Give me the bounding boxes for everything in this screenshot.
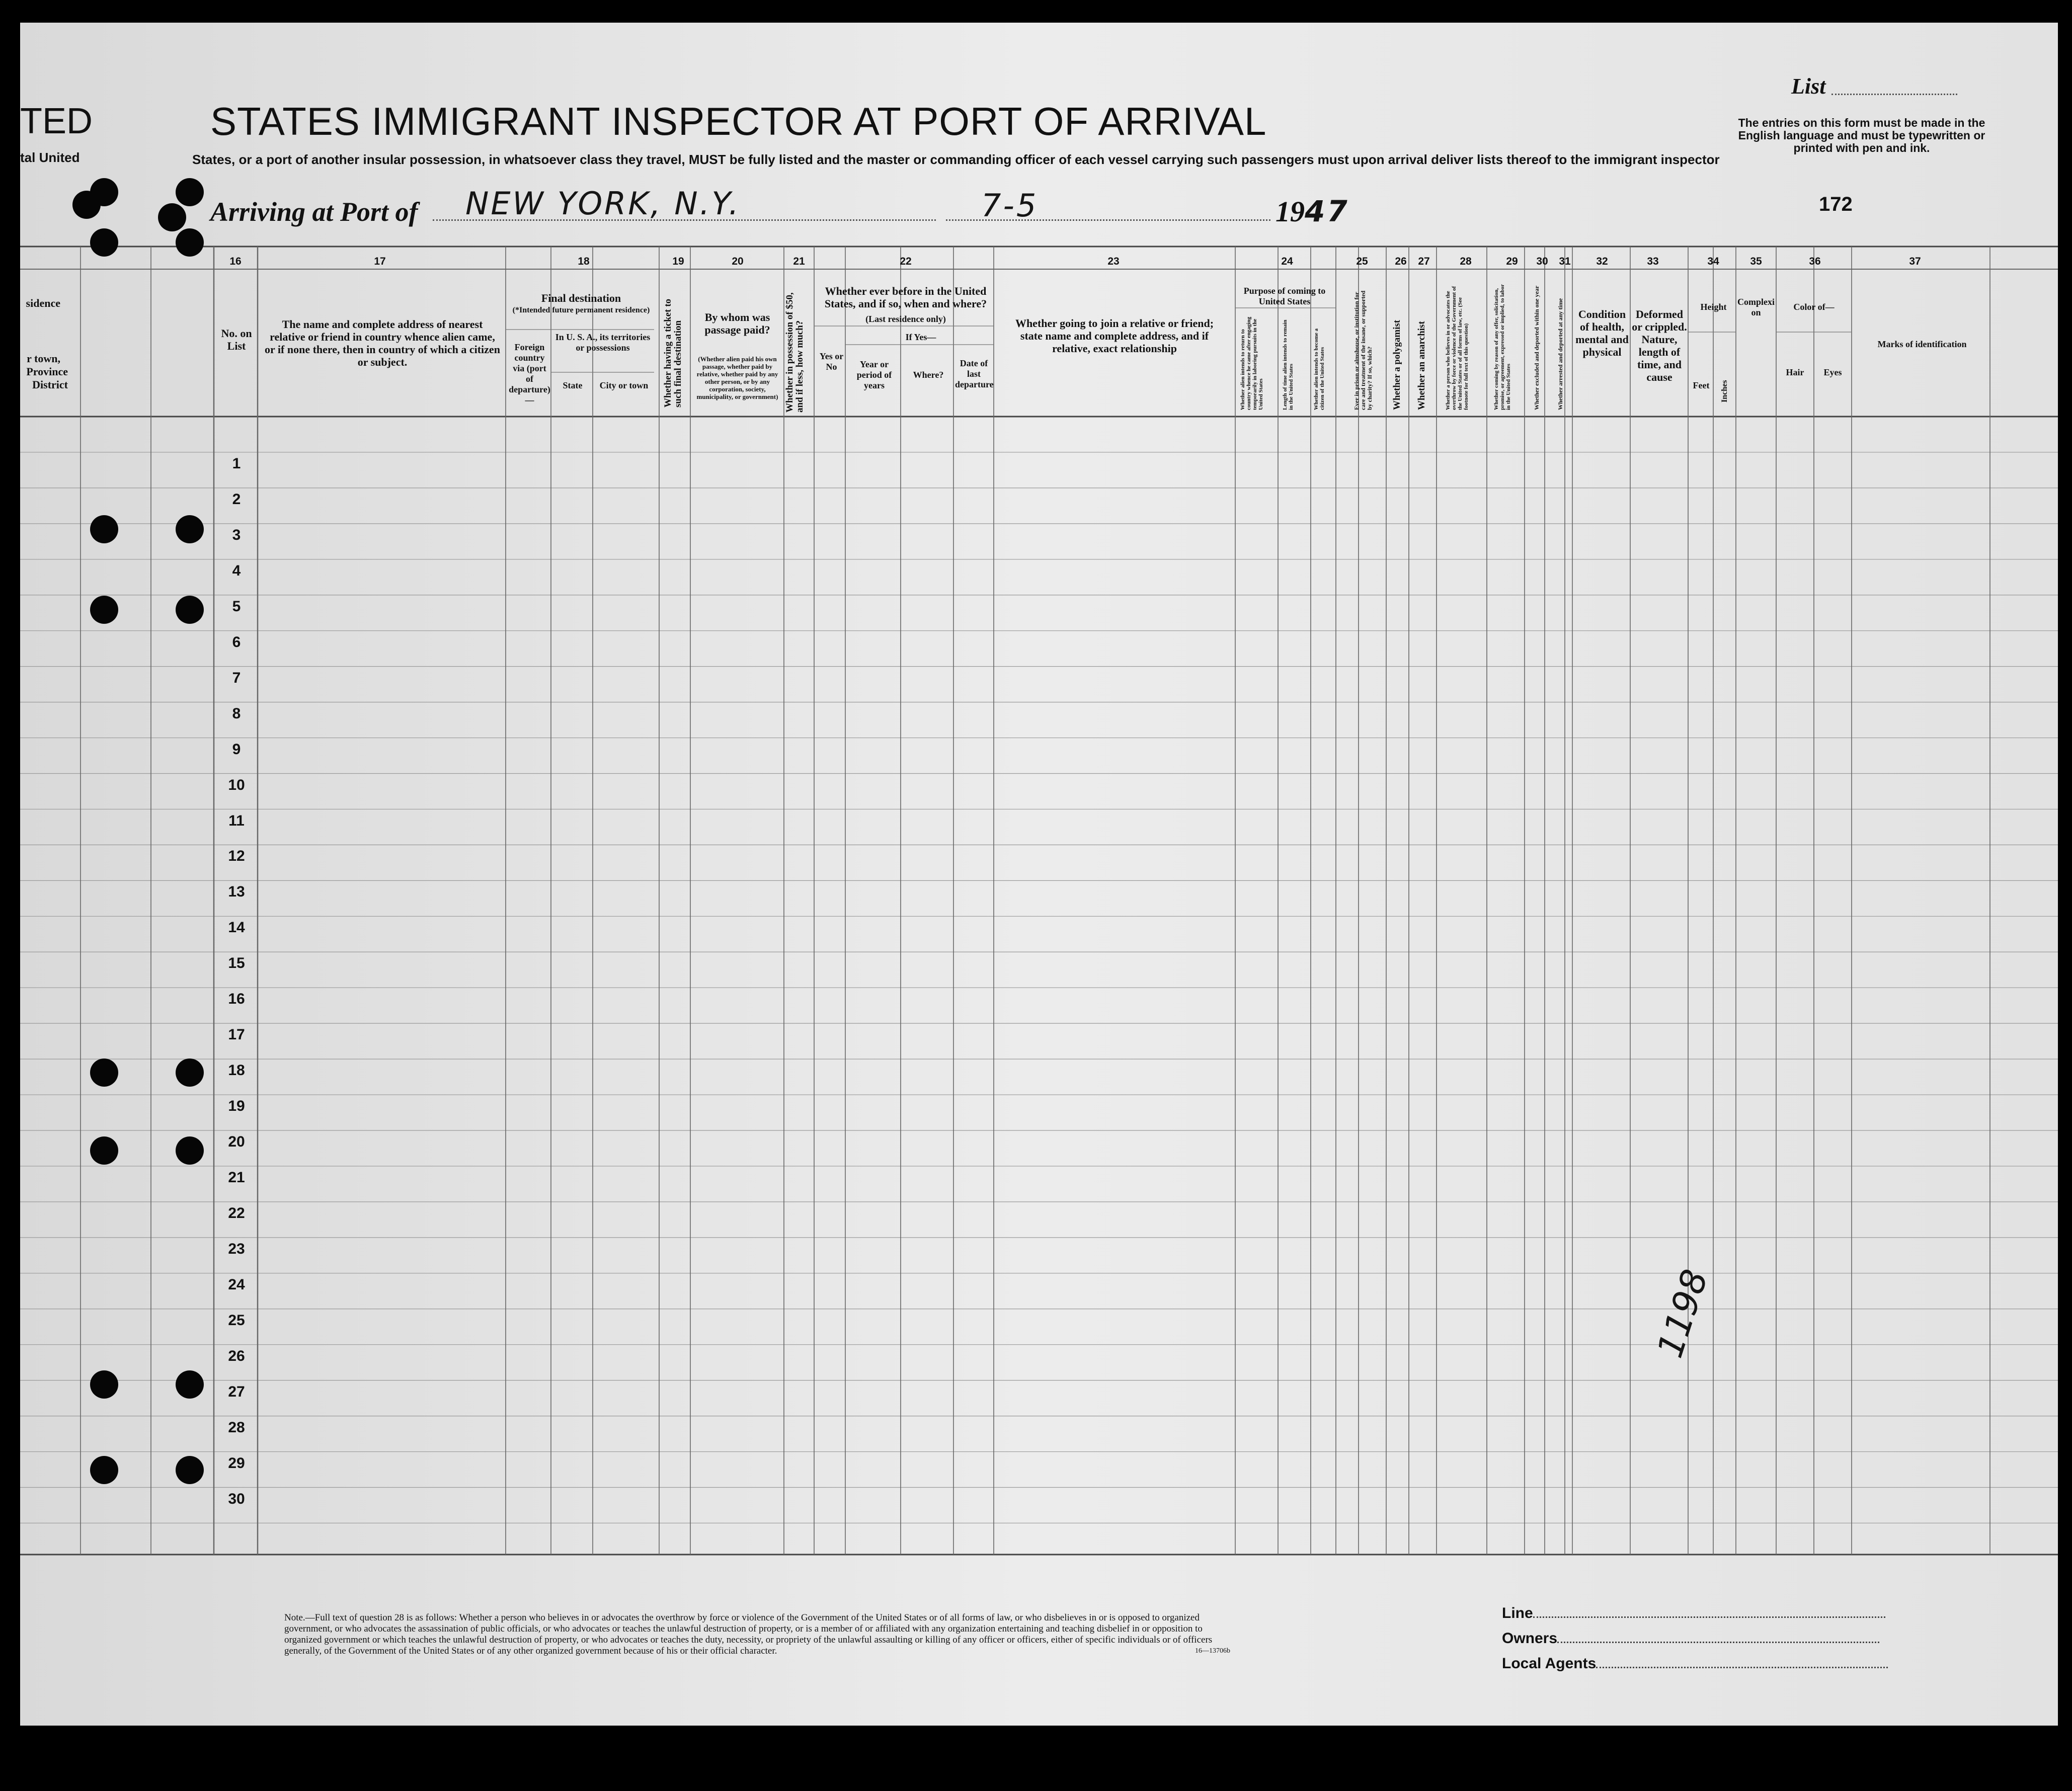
row-number: 4 <box>232 562 241 579</box>
punch-hole <box>90 1370 118 1399</box>
col-num-35: 35 <box>1750 256 1762 267</box>
date-handwritten: 7-5 <box>981 187 1039 224</box>
page-number: 172 <box>1819 193 1853 215</box>
col32-header: Condition of health, mental and physical <box>1575 308 1629 358</box>
col24-header: Purpose of coming to United States <box>1243 286 1326 306</box>
left-residence: sidence <box>26 297 60 309</box>
punch-hole <box>176 178 204 206</box>
col-num-37: 37 <box>1909 256 1921 267</box>
left-district: District <box>32 378 68 391</box>
col18-header: Final destination <box>541 292 621 304</box>
punch-hole <box>90 515 118 543</box>
col36-header: Color of— <box>1793 302 1835 312</box>
col33-header: Deformed or crippled. Nature, length of time, and cause <box>1632 308 1687 383</box>
col28-header: Whether a person who believes in or advocates the overthrow by force or violence of the Government of the United States or of all forms of law, etc. (See footnote for full text of this question) <box>1445 286 1469 410</box>
row-number: 21 <box>228 1169 245 1186</box>
row-number: 25 <box>228 1312 245 1329</box>
row-number: 8 <box>232 705 241 722</box>
col36-hair: Hair <box>1786 367 1804 377</box>
arriving-label: Arriving at Port of <box>210 197 418 227</box>
row-number: 17 <box>228 1026 245 1043</box>
col22-where: Where? <box>913 370 944 380</box>
instruction-note: The entries on this form must be made in the English language and must be typewritten or printed with pen and ink. <box>1738 116 1985 154</box>
col30-header: Whether excluded and deported within one year <box>1533 285 1540 410</box>
row-number: 15 <box>228 955 245 972</box>
col20-header: By whom was passage paid? <box>704 311 770 336</box>
col-num-17: 17 <box>374 256 386 267</box>
col-num-24: 24 <box>1281 256 1293 267</box>
punch-hole <box>176 1370 204 1399</box>
col-num-33: 33 <box>1647 256 1659 267</box>
col22-yes-no: Yes or No <box>819 351 844 372</box>
col26-header: Whether a polygamist <box>1392 319 1402 410</box>
row-number: 6 <box>232 633 241 650</box>
col22-year: Year or period of years <box>856 359 892 390</box>
col-num-27: 27 <box>1418 256 1430 267</box>
col-num-22: 22 <box>900 256 912 267</box>
col-num-31: 31 <box>1559 256 1571 267</box>
col25-header: Ever in prison or almshouse, or institution for care and treatment of the insane, or supported by charity? If so, which? <box>1353 290 1373 410</box>
left-province: Province <box>26 365 68 378</box>
row-number: 14 <box>228 919 245 936</box>
punch-hole <box>90 1136 118 1165</box>
col23-header: Whether going to join a relative or friend; state name and complete address, and if relative, exact relationship <box>1015 317 1214 355</box>
punch-hole <box>176 1059 204 1087</box>
year-handwritten: 47 <box>1305 194 1349 228</box>
col-num-18: 18 <box>578 256 590 267</box>
col21-header: Whether in possession of $50, and if less, how much? <box>784 292 805 413</box>
row-number: 27 <box>228 1383 245 1400</box>
col24-b: Length of time alien intends to remain in the United States <box>1282 319 1294 410</box>
col-num-30: 30 <box>1536 256 1548 267</box>
row-number: 19 <box>228 1098 245 1115</box>
title-fragment-sub: tal United <box>20 150 80 165</box>
row-number: 11 <box>228 812 245 829</box>
row-number: 1 <box>232 455 241 472</box>
row-number: 24 <box>228 1276 245 1293</box>
footnote-q28 <box>284 1612 1230 1657</box>
row-number: 9 <box>232 741 241 758</box>
row-number: 30 <box>228 1490 245 1507</box>
punch-hole <box>90 1456 118 1484</box>
row-number: 23 <box>228 1240 245 1257</box>
handwritten-stamp: 1198 <box>1649 1264 1716 1363</box>
row-number: 22 <box>228 1204 245 1222</box>
col-num-20: 20 <box>732 256 744 267</box>
col34-inches: Inches <box>1720 380 1729 402</box>
col-num-29: 29 <box>1506 256 1518 267</box>
punch-hole <box>72 191 101 219</box>
col24-a: Whether alien intends to return to country whence he came after engaging temporarily in laboring pursuits in the United States <box>1240 316 1264 410</box>
col-num-36: 36 <box>1809 256 1821 267</box>
col19-header: Whether having a ticket to such final destination <box>663 298 683 408</box>
row-number: 20 <box>228 1133 245 1151</box>
col18-state: State <box>563 380 583 390</box>
col22-date: Date of last departure <box>955 358 994 389</box>
row-number: 13 <box>228 883 245 901</box>
col22-if-yes: If Yes— <box>905 332 936 342</box>
row-number: 2 <box>232 491 241 508</box>
col16-header: No. on List <box>221 327 252 352</box>
agents-field: Local Agents <box>1502 1655 1888 1672</box>
row-number: 29 <box>228 1454 245 1472</box>
list-blank <box>1831 94 1957 95</box>
col24-c: Whether alien intends to become a citizen of the United States <box>1313 328 1325 410</box>
col-num-19: 19 <box>672 256 684 267</box>
form-number: 16—13706b <box>1195 1647 1230 1655</box>
punch-hole <box>90 1059 118 1087</box>
col-num-23: 23 <box>1107 256 1120 267</box>
row-number: 5 <box>232 598 241 615</box>
row-number: 12 <box>228 848 245 865</box>
year: 1947 <box>1276 194 1349 228</box>
col37-header: Marks of identification <box>1877 339 1967 349</box>
col34-header: Height <box>1700 302 1727 312</box>
left-town: r town, <box>27 352 60 365</box>
row-number: 26 <box>228 1347 245 1364</box>
col-num-32: 32 <box>1596 256 1608 267</box>
port-handwritten: NEW YORK, N.Y. <box>465 185 741 222</box>
title-fragment: TED <box>20 101 93 141</box>
col22-header: Whether ever before in the United States, and if so, when and where? <box>824 285 987 310</box>
row-number: 7 <box>232 669 241 686</box>
col-num-16: 16 <box>229 256 242 267</box>
list-label: List <box>1791 74 1826 99</box>
row-number: 10 <box>228 776 245 793</box>
col-num-26: 26 <box>1395 256 1407 267</box>
punch-hole <box>176 1456 204 1484</box>
punch-hole <box>176 596 204 624</box>
intro-text: States, or a port of another insular possession, in whatsoever class they travel, MUST be fully listed and the master or commanding officer of each vessel carrying such passengers must upon arrival deliver lists thereof to the immigrant inspector <box>192 152 1720 167</box>
owners-field: Owners <box>1502 1630 1879 1647</box>
row-number: 16 <box>228 991 245 1008</box>
punch-hole <box>176 1136 204 1165</box>
col-num-34: 34 <box>1707 256 1719 267</box>
col18-subheader: (*Intended future permanent residence) <box>512 306 650 314</box>
col-num-28: 28 <box>1460 256 1472 267</box>
row-number: 28 <box>228 1419 245 1436</box>
footnote-text: Note.—Full text of question 28 is as follows: Whether a person who believes in or advocates the overthrow by force or violence of the Government of the United States or of all forms of law, or who disbelieves in or is opposed to organized government, or who advocates the assassination of public officials, or who advocates or teaches the unlawful destruction of property, or is a member of or affiliated with any organization entertaining and teaching disbelief in or opposition to organized government or which teaches the unlawful destruction of property, or who advocates or teaches the duty, necessity, or propriety of the unlawful assaulting or killing of any officer or officers, either of specific individuals or of officers generally, of the Government of the United States or of any other organized government because of his or their official character. <box>284 1612 1213 1656</box>
punch-hole <box>90 596 118 624</box>
col-num-21: 21 <box>793 256 805 267</box>
col31-header: Whether arrested and deported at any time <box>1557 298 1564 410</box>
col34-feet: Feet <box>1693 380 1710 390</box>
punch-hole <box>90 228 118 257</box>
line-field: Line <box>1502 1605 1885 1622</box>
col36-eyes: Eyes <box>1823 367 1842 377</box>
col18-foreign: Foreign country via (port of departure)— <box>509 342 550 405</box>
row-number: 3 <box>232 526 241 543</box>
punch-hole <box>176 515 204 543</box>
col29-header: Whether coming by reason of any offer, solicitation, promise, or agreement, expressed or implied, to labor in the United States <box>1493 284 1511 410</box>
col27-header: Whether an anarchist <box>1416 321 1427 410</box>
col20-subheader: (Whether alien paid his own passage, whether paid by relative, whether paid by any other person, or by any corporation, society, municipality, or government) <box>696 355 778 400</box>
page-title: STATES IMMIGRANT INSPECTOR AT PORT OF ARRIVAL <box>210 99 1267 143</box>
col35-header: Complexion <box>1737 297 1775 317</box>
col18-usa: In U. S. A., its territories or possessions <box>555 332 651 353</box>
punch-hole <box>158 203 186 231</box>
col18-city: City or town <box>599 380 649 390</box>
row-number: 18 <box>228 1062 245 1079</box>
col22-subheader: (Last residence only) <box>865 314 946 324</box>
punch-hole <box>176 228 204 257</box>
col-num-25: 25 <box>1356 256 1368 267</box>
col17-header: The name and complete address of nearest relative or friend in country whence alien came, or if none there, then in country of which a citizen or subject. <box>265 318 500 368</box>
